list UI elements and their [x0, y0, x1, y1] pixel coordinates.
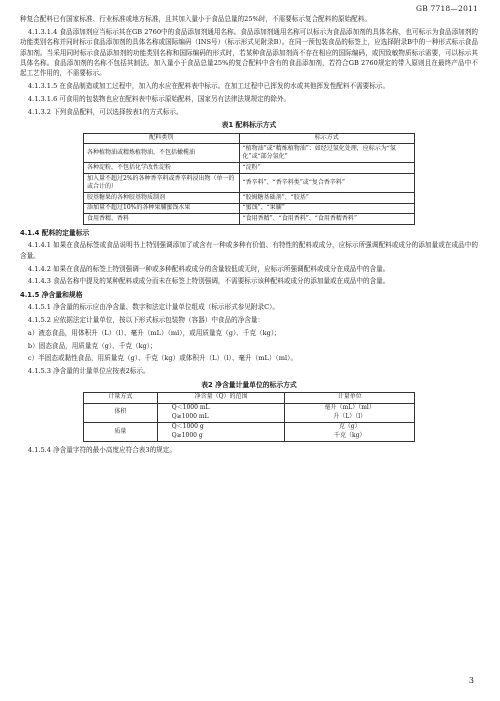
table-cell-range — [157, 422, 285, 441]
table-cell: 各种淀粉，不包括化学改性淀粉 — [84, 163, 240, 174]
table-header-cell: 计量单位 — [285, 392, 415, 403]
paragraph-4-1-3-1-6: 4.1.3.1.6 可食用的包装物也应在配料表中标示原始配料，国家另有法律法规规定的除外。 — [27, 95, 291, 104]
table-cell: “植物油”或“精炼植物油”；如经过氢化处理，应标示为“氢化”或“部分氢化” — [239, 144, 414, 163]
table-cell: “食用香精”、“食用香料”、“食用香精香料” — [239, 214, 414, 225]
unit-line: 克（g） — [338, 423, 361, 431]
table-row — [84, 193, 415, 204]
table2-net-content-units — [83, 392, 415, 442]
unit-line: 千克（kg） — [333, 431, 366, 439]
table-row — [84, 174, 415, 193]
paragraph-4-1-3-1-5: 4.1.3.1.5 在食品制造或加工过程中，加入的水应在配料表中标示。在加工过程中已挥发的水或其他挥发性配料不需要标示。 — [27, 82, 390, 91]
table-cell-method: 体积 — [84, 403, 158, 422]
heading-4-1-4: 4.1.4 配料的定量标示 — [20, 228, 90, 237]
table-cell-range — [157, 403, 285, 422]
table-cell: “蜜饯”、“果脯” — [239, 203, 414, 214]
standard-number: GB 7718—2011 — [416, 4, 478, 13]
table1-title: 表1 配料标示方式 — [221, 121, 277, 130]
table-cell-unit — [285, 422, 415, 441]
table-header-row — [84, 133, 415, 144]
list-item-a: a）液态食品，用体积升（L）（l）、毫升（mL）（ml），或用质量克（g）、千克（kg）； — [27, 328, 281, 337]
paragraph-4-1-4-1: 4.1.4.1 如果在食品标签或食品说明书上特别强调添加了或含有一种或多种有价值、有特性的配料或成分，应标示所强调配料或成分的添加量或在成品中的含量。 — [20, 241, 478, 260]
table-header-cell: 计量方式 — [84, 392, 158, 403]
heading-4-1-5: 4.1.5 净含量和规格 — [20, 290, 83, 299]
list-item-b: b）固态食品，用质量克（g）、千克（kg）； — [27, 341, 157, 350]
table-header-row — [84, 392, 415, 403]
table-cell-method: 质量 — [84, 422, 158, 441]
paragraph-4-1-5-4: 4.1.5.4 净含量字符的最小高度应符合表3的规定。 — [27, 445, 176, 454]
paragraph-4-1-5-1: 4.1.5.1 净含量的标示应由净含量、数字和法定计量单位组成（标示形式参见附录C）。 — [27, 303, 280, 312]
table-cell: 胶基糖果的各种胶基物质制剂 — [84, 193, 240, 204]
table-cell: 食用香精、香料 — [84, 214, 240, 225]
table-row — [84, 422, 415, 441]
table-row — [84, 163, 415, 174]
table1-ingredient-labeling — [83, 133, 415, 225]
table-cell: “香辛料”、“香辛料类”或“复合香辛料” — [239, 174, 414, 193]
range-line: Q＜1000 g — [171, 423, 204, 431]
table-cell: 加入量不超过2%的各种香辛料或香辛料浸出物（单一的或合计的） — [84, 174, 240, 193]
table-header-cell: 净含量（Q）的范围 — [157, 392, 285, 403]
table-row — [84, 214, 415, 225]
list-item-c: c）半固态或黏性食品，用质量克（g）、千克（kg）或体积升（L）（l）、毫升（mL）（ml）。 — [27, 354, 297, 363]
document-body — [20, 14, 478, 458]
table-header-cell: 标示方式 — [239, 133, 414, 144]
table-row — [84, 144, 415, 163]
paragraph-4-1-4-2: 4.1.4.2 如果在食品的标签上特别强调一种或多种配料或成分的含量较低或无时，应标示所强调配料或成分在成品中的含量。 — [27, 264, 390, 273]
range-line: Q≥1000 mL — [171, 412, 209, 420]
paragraph-4-1-5-3: 4.1.5.3 净含量的计量单位应按表2标示。 — [27, 367, 150, 376]
table-cell: “淀粉” — [239, 163, 414, 174]
table-cell: “胶姆糖基础剂”、“胶基” — [239, 193, 414, 204]
table-row — [84, 403, 415, 422]
paragraph-continued: 种复合配料已有国家标准、行业标准或地方标准，且其加入量小于食品总量的25%时，不需要标示复合配料的原始配料。 — [20, 15, 371, 23]
page-number: 3 — [468, 676, 474, 685]
table-cell: 各种植物油或精炼植物油，不包括橄榄油 — [84, 144, 240, 163]
table-row — [84, 203, 415, 214]
paragraph-4-1-3-2: 4.1.3.2 下列食品配料，可以选择按表1的方式标示。 — [27, 107, 183, 116]
table-header-cell: 配料类别 — [84, 133, 240, 144]
range-line: Q＜1000 mL — [171, 404, 210, 412]
paragraph-4-1-3-1-4: 4.1.3.1.4 食品添加剂应当标示其在GB 2760中的食品添加剂通用名称。食品添加剂通用名称可以标示为食品添加剂的具体名称，也可标示为食品添加剂的功能类别名称并同时标示食品添加剂的具体名称或国际编码（INS号）（标示形式见附录B）。在同一预包装食品的标签上，应选择附录B中的一种形式标示食品添加剂。当采用同时标示食品添加剂的功能类别名称和国际编码的形式时，若某种食品添加剂尚不存在相应的国际编码，或因致敏物质标示需要，可以标示其具体名称。食品添加剂的名称不包括其制法。加入量小于食品总量25%的复合配料中含有的食品添加剂，若符合GB 2760规定的带入原则且在最终产品中不起工艺作用的，不需要标示。 — [20, 27, 478, 78]
table-cell-unit — [285, 403, 415, 422]
table-cell: 添加量不超过10%的各种果脯蜜饯水果 — [84, 203, 240, 214]
unit-line: 毫升（mL）（ml） — [324, 404, 375, 412]
range-line: Q≥1000 g — [171, 431, 203, 439]
paragraph-4-1-5-2: 4.1.5.2 应依据法定计量单位，按以下形式标示包装物（容器）中食品的净含量： — [27, 315, 265, 324]
unit-line: 升（L）（l） — [333, 412, 367, 420]
table2-title: 表2 净含量计量单位的标示方式 — [201, 380, 297, 389]
paragraph-4-1-4-3: 4.1.4.3 食品名称中提及的某种配料或成分而未在标签上特别强调，不需要标示该种配料或成分的添加量或在成品中的含量。 — [27, 277, 390, 286]
